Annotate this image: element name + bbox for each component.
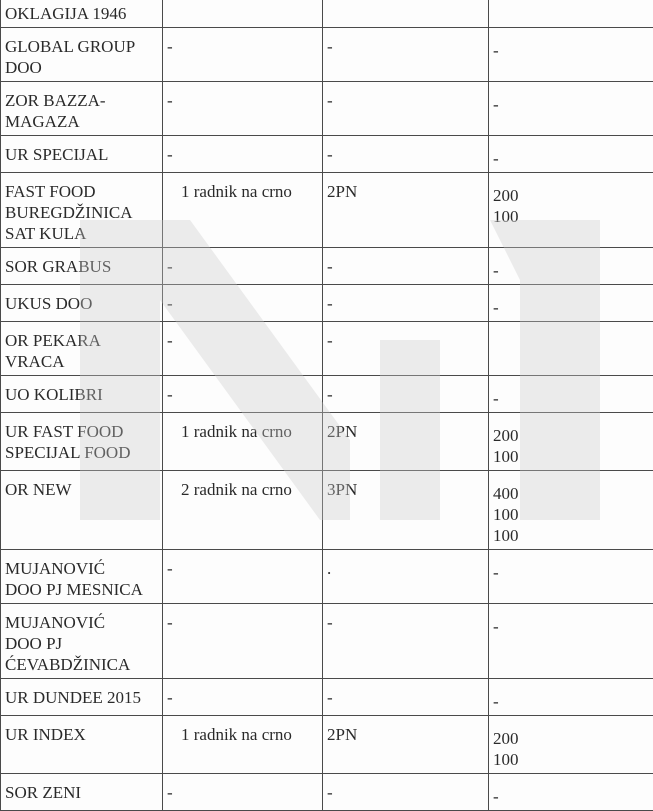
- business-name-cell: [1, 28, 163, 82]
- misdemeanor-count-cell: [323, 285, 489, 322]
- misdemeanor-count-cell: [323, 136, 489, 173]
- table-row: [1, 413, 653, 471]
- table-row: [1, 285, 653, 322]
- table-row: [1, 716, 653, 774]
- unregistered-workers-cell: [163, 82, 323, 136]
- business-name-cell: [1, 550, 163, 604]
- misdemeanor-count-cell: [323, 173, 489, 248]
- unregistered-workers-value: -: [167, 687, 318, 708]
- fine-amount-cell: [489, 0, 653, 28]
- fine-amount-cell: [489, 136, 653, 173]
- business-name-cell: [1, 285, 163, 322]
- table-row: [1, 82, 653, 136]
- fine-amount-value: -: [493, 256, 653, 281]
- misdemeanor-count-value: -: [327, 293, 484, 314]
- fine-amount-cell: [489, 550, 653, 604]
- misdemeanor-count-value: -: [327, 36, 484, 57]
- fine-amount-cell: [489, 679, 653, 716]
- fine-amount-value: -: [493, 90, 653, 115]
- unregistered-workers-value: -: [167, 330, 318, 351]
- unregistered-workers-cell: [163, 322, 323, 376]
- unregistered-workers-cell: [163, 716, 323, 774]
- fine-amount-cell: [489, 82, 653, 136]
- business-name-cell: [1, 173, 163, 248]
- business-name-cell: [1, 471, 163, 550]
- misdemeanor-count-cell: [323, 550, 489, 604]
- business-name-cell: [1, 376, 163, 413]
- unregistered-workers-cell: [163, 0, 323, 28]
- misdemeanor-count-value: -: [327, 330, 484, 351]
- fine-amount-value: -: [493, 384, 653, 409]
- fine-amount-value: 100: [493, 446, 653, 467]
- fine-amount-cell: [489, 604, 653, 679]
- fine-amount-value: -: [493, 144, 653, 169]
- business-name-cell: [1, 322, 163, 376]
- misdemeanor-count-value: .: [327, 558, 484, 579]
- table-row: [1, 774, 653, 811]
- unregistered-workers-value: -: [167, 612, 318, 633]
- business-name-line: DOO PJ: [5, 633, 158, 654]
- unregistered-workers-cell: [163, 248, 323, 285]
- fine-amount-value: -: [493, 293, 653, 318]
- unregistered-workers-value: -: [167, 144, 318, 165]
- inspection-table-body: [1, 0, 653, 811]
- business-name-line: UR DUNDEE 2015: [5, 687, 158, 708]
- misdemeanor-count-value: -: [327, 782, 484, 803]
- fine-amount-value: -: [493, 558, 653, 583]
- fine-amount-cell: [489, 248, 653, 285]
- fine-amount-cell: [489, 413, 653, 471]
- unregistered-workers-cell: [163, 550, 323, 604]
- business-name-line: ĆEVABDŽINICA: [5, 654, 158, 675]
- business-name-line: BUREGDŽINICA: [5, 202, 158, 223]
- fine-amount-value: 100: [493, 206, 653, 227]
- table-row: [1, 173, 653, 248]
- misdemeanor-count-cell: [323, 679, 489, 716]
- business-name-line: VRACA: [5, 351, 158, 372]
- misdemeanor-count-cell: [323, 774, 489, 811]
- business-name-cell: [1, 679, 163, 716]
- unregistered-workers-value: 1 radnik na crno: [167, 421, 318, 442]
- table-row: [1, 28, 653, 82]
- table-row: [1, 471, 653, 550]
- unregistered-workers-value: -: [167, 256, 318, 277]
- table-row: [1, 322, 653, 376]
- fine-amount-value: -: [493, 782, 653, 807]
- unregistered-workers-cell: [163, 471, 323, 550]
- fine-amount-cell: [489, 471, 653, 550]
- misdemeanor-count-value: 3PN: [327, 479, 484, 500]
- business-name-cell: [1, 716, 163, 774]
- unregistered-workers-cell: [163, 413, 323, 471]
- table-row: [1, 679, 653, 716]
- misdemeanor-count-value: 2PN: [327, 181, 484, 202]
- fine-amount-value: 100: [493, 504, 653, 525]
- misdemeanor-count-cell: [323, 28, 489, 82]
- unregistered-workers-cell: [163, 376, 323, 413]
- business-name-line: FAST FOOD: [5, 181, 158, 202]
- fine-amount-value: -: [493, 612, 653, 637]
- business-name-line: UR INDEX: [5, 724, 158, 745]
- business-name-cell: [1, 136, 163, 173]
- business-name-line: DOO PJ MESNICA: [5, 579, 158, 600]
- unregistered-workers-value: 1 radnik na crno: [167, 181, 318, 202]
- misdemeanor-count-value: -: [327, 256, 484, 277]
- unregistered-workers-value: -: [167, 558, 318, 579]
- business-name-cell: [1, 413, 163, 471]
- unregistered-workers-cell: [163, 28, 323, 82]
- unregistered-workers-value: 1 radnik na crno: [167, 724, 318, 745]
- unregistered-workers-value: -: [167, 90, 318, 111]
- fine-amount-cell: [489, 322, 653, 376]
- table-row: [1, 550, 653, 604]
- misdemeanor-count-value: -: [327, 90, 484, 111]
- fine-amount-value: 200: [493, 724, 653, 749]
- fine-amount-value: 400: [493, 479, 653, 504]
- business-name-line: GLOBAL GROUP: [5, 36, 158, 57]
- business-name-line: DOO: [5, 57, 158, 78]
- unregistered-workers-cell: [163, 285, 323, 322]
- business-name-line: SOR GRABUS: [5, 256, 158, 277]
- business-name-cell: [1, 604, 163, 679]
- unregistered-workers-cell: [163, 679, 323, 716]
- fine-amount-value: 200: [493, 181, 653, 206]
- misdemeanor-count-cell: [323, 604, 489, 679]
- fine-amount-cell: [489, 173, 653, 248]
- fine-amount-value: 100: [493, 749, 653, 770]
- business-name-line: UR FAST FOOD: [5, 421, 158, 442]
- misdemeanor-count-cell: [323, 471, 489, 550]
- business-name-cell: [1, 774, 163, 811]
- fine-amount-cell: [489, 285, 653, 322]
- misdemeanor-count-cell: [323, 248, 489, 285]
- table-row: [1, 376, 653, 413]
- unregistered-workers-value: 2 radnik na crno: [167, 479, 318, 500]
- business-name-line: OR NEW: [5, 479, 158, 500]
- unregistered-workers-value: -: [167, 384, 318, 405]
- business-name-cell: [1, 248, 163, 285]
- misdemeanor-count-value: -: [327, 144, 484, 165]
- business-name-line: ZOR BAZZA-: [5, 90, 158, 111]
- business-name-line: UKUS DOO: [5, 293, 158, 314]
- business-name-line: OR PEKARA: [5, 330, 158, 351]
- business-name-line: MUJANOVIĆ: [5, 612, 158, 633]
- table-row: [1, 604, 653, 679]
- business-name-line: OKLAGIJA 1946: [5, 3, 158, 24]
- business-name-cell: [1, 82, 163, 136]
- table-row: [1, 248, 653, 285]
- business-name-line: MUJANOVIĆ: [5, 558, 158, 579]
- unregistered-workers-cell: [163, 173, 323, 248]
- misdemeanor-count-cell: [323, 376, 489, 413]
- unregistered-workers-cell: [163, 136, 323, 173]
- misdemeanor-count-cell: [323, 413, 489, 471]
- fine-amount-cell: [489, 28, 653, 82]
- business-name-line: SOR ZENI: [5, 782, 158, 803]
- fine-amount-value: -: [493, 36, 653, 61]
- unregistered-workers-value: -: [167, 36, 318, 57]
- misdemeanor-count-value: -: [327, 687, 484, 708]
- fine-amount-value: 100: [493, 525, 653, 546]
- fine-amount-value: 200: [493, 421, 653, 446]
- fine-amount-cell: [489, 774, 653, 811]
- fine-amount-value: -: [493, 687, 653, 712]
- business-name-line: UR SPECIJAL: [5, 144, 158, 165]
- misdemeanor-count-cell: [323, 82, 489, 136]
- unregistered-workers-cell: [163, 604, 323, 679]
- misdemeanor-count-value: 2PN: [327, 421, 484, 442]
- fine-amount-cell: [489, 376, 653, 413]
- unregistered-workers-value: -: [167, 782, 318, 803]
- misdemeanor-count-cell: [323, 716, 489, 774]
- table-row: [1, 136, 653, 173]
- misdemeanor-count-cell: [323, 322, 489, 376]
- business-name-line: SPECIJAL FOOD: [5, 442, 158, 463]
- misdemeanor-count-value: -: [327, 384, 484, 405]
- fine-amount-cell: [489, 716, 653, 774]
- unregistered-workers-value: -: [167, 293, 318, 314]
- business-name-line: MAGAZA: [5, 111, 158, 132]
- business-name-cell: [1, 0, 163, 28]
- unregistered-workers-cell: [163, 774, 323, 811]
- misdemeanor-count-value: 2PN: [327, 724, 484, 745]
- table-row: [1, 0, 653, 28]
- business-name-line: UO KOLIBRI: [5, 384, 158, 405]
- business-name-line: SAT KULA: [5, 223, 158, 244]
- misdemeanor-count-value: -: [327, 612, 484, 633]
- misdemeanor-count-cell: [323, 0, 489, 28]
